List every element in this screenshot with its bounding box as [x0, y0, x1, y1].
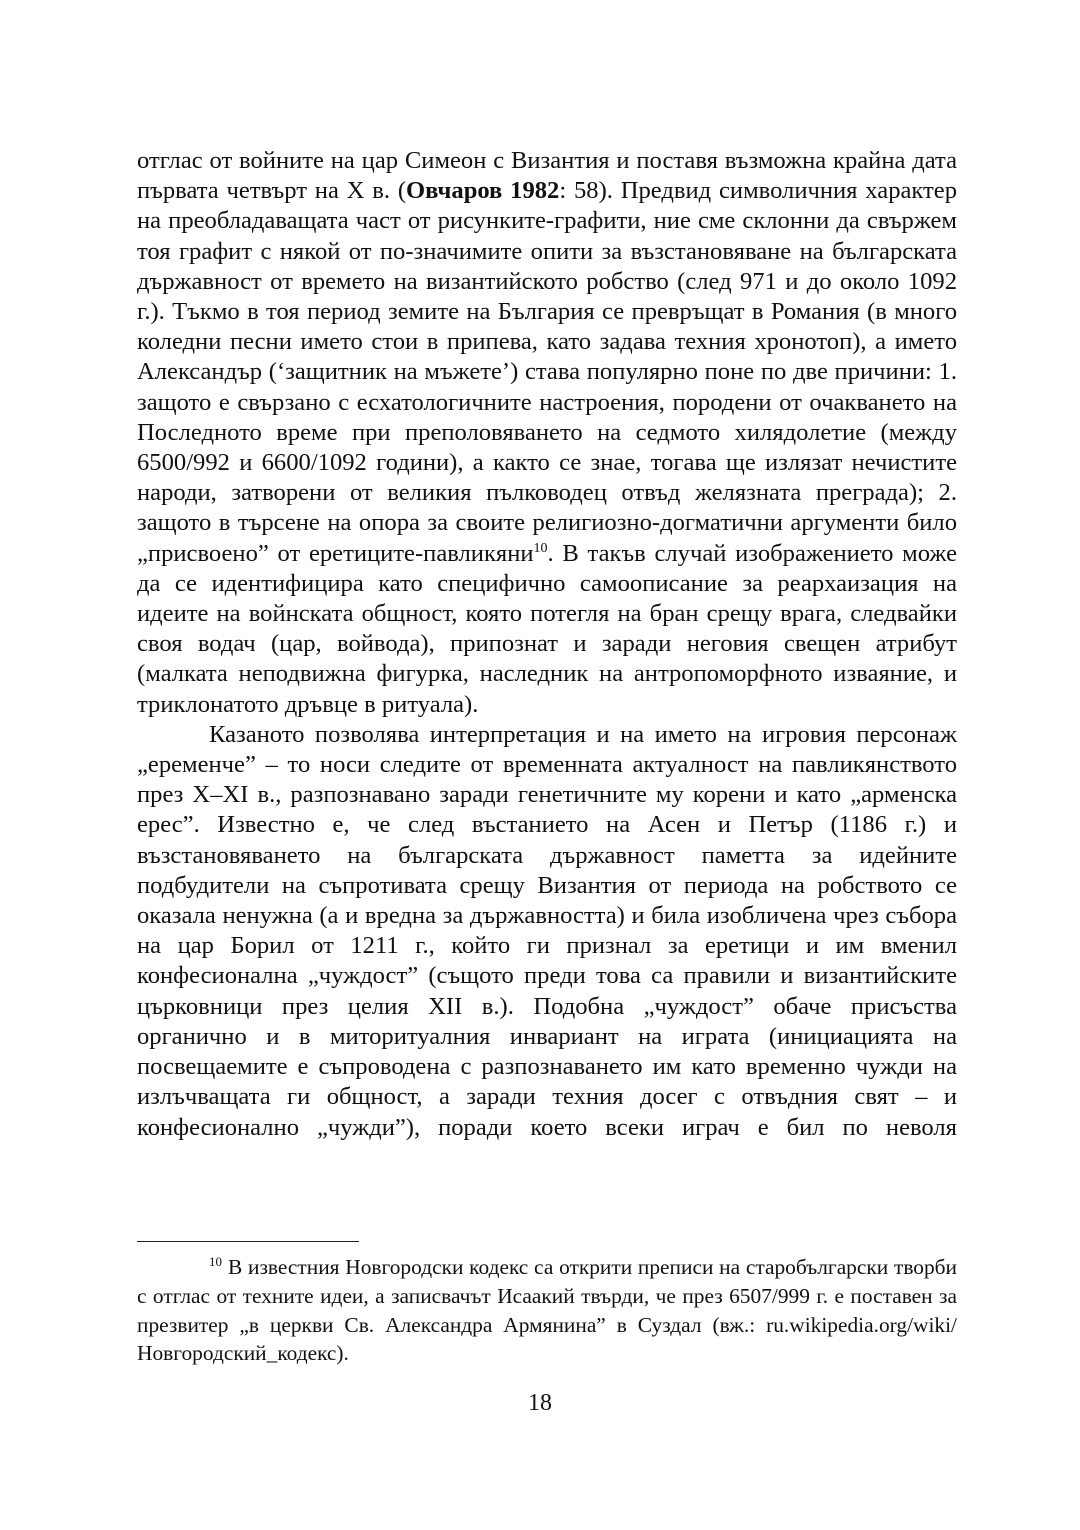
page-number: 18 — [528, 1390, 552, 1416]
paragraph-1-text-b: : 58). Предвид символичния характер на преобладаващата част от рисунките-графити, ние сме склонни да свържем тоя графит с някой от по-значимите опити за възстановяване на българската държавност от времето на византийското робство (след 971 и до около 1092 г.). Тъкмо в тоя период земите на България се превръщат в Романия (в много коледни песни името стои в припева, като задава техния хронотоп), а името Александър (‘защитник на мъжете’) става популярно поне по две причини: 1. защото е свързано с есхатологичните настроения, породени от очакването на Последното време при преполовяването на седмото хилядолетие (между 6500/992 и 6600/1092 години), а както се знае, тогава ще излязат нечистите народи, затворени от великия пълководец отвъд желязната преграда); 2. защото в търсене на опора за своите религиозно-догматични аргументи било „присвоено” от еретиците-павликяни — [137, 177, 957, 567]
body-text — [137, 146, 957, 1143]
footnote-text: В известния Новгородски кодекс са открити преписи на старобългарски творби с отглас от техните идеи, а записвачът Исаакий твърди, че през 6507/999 г. е поставен за презвитер „в церкви Св. Александра Армянина” в Суздал (вж.: ru.wikipedia.org/wiki/Новгородский_кодекс). — [137, 1255, 957, 1366]
paragraph-1 — [137, 146, 957, 720]
footnote-mark: 10 — [209, 1253, 222, 1269]
citation-author: Овчаров 1982 — [406, 177, 560, 205]
paragraph-2: Казаното позволява интерпретация и на името на игровия персонаж „еременче” – то носи следите от временната актуалност на павликянството през Х–ХІ в., разпознавано заради генетичните му корени и като „арменска ерес”. Известно е, че след въстанието на Асен и Петър (1186 г.) и възстановяването на българската държавност паметта за идейните подбудители на съпротивата срещу Византия от периода на робството се оказала ненужна (а и вредна за държавността) и била изобличена чрез събора на цар Борил от 1211 г., който ги признал за еретици и им вменил конфесионална „чуждост” (същото преди това са правили и византийските църковници през целия ХІІ в.). Подобна „чуждост” обаче присъства органично и в миторитуалния инвариант на играта (инициацията на посвещаемите е съпроводена с разпознаването им като временно чужди на излъчващата ги общност, а заради техния досег с отвъдния свят – и конфесионално „чужди”), поради което всеки играч е бил по неволя — [137, 720, 957, 1141]
footnote-separator — [137, 1241, 359, 1242]
footnote-reference[interactable]: 10 — [533, 540, 548, 556]
footnote — [137, 1253, 957, 1368]
paragraph-1-text-c: . В такъв случай изображението може да се идентифицира като специфично самоописание за реархаизация на идеите на войнската общност, която потегля на бран срещу врага, следвайки своя водач (цар, войвода), припознат и заради неговия свещен атрибут (малката неподвижна фигурка, наследник на антропоморфното изваяние, и триклонатото дръвце в ритуала). — [137, 539, 957, 718]
paragraph-1-text-a: отглас от войните на цар Симеон с Византия и поставя възможна крайна дата първата четвърт на Х в. ( — [137, 147, 957, 205]
